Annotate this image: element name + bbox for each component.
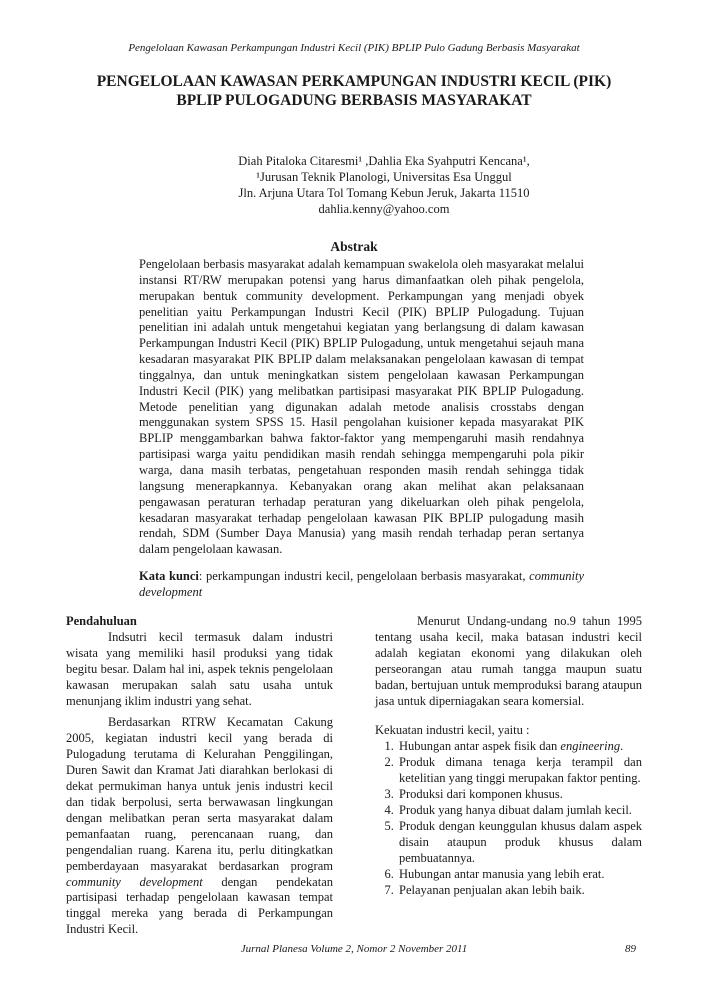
author-email: dahlia.kenny@yahoo.com [318,202,450,216]
author-address: Jln. Arjuna Utara Tol Tomang Kebun Jeruk, Jakarta 11510 [238,186,530,200]
title-line-2: BPLIP PULOGADUNG BERBASIS MASYARAKAT [176,92,532,109]
para2-italic: community development [66,874,203,889]
page-footer [60,943,648,955]
paper-title [60,72,648,110]
list-item: 3. Produksi dari komponen khusus. [397,787,642,803]
strengths-list [375,739,642,898]
list-item: 7. Pelayanan penjualan akan lebih baik. [397,883,642,899]
left-column [66,614,333,938]
section-heading: Pendahuluan [66,614,137,628]
abstract-text: Pengelolaan berbasis masyarakat adalah kemampuan swakelola oleh masyarakat melalui instansi RT/RW merupakan potensi yang harus dimanfaatkan oleh pihak pengelola, merupakan bentuk community development. Perkampungan yang menjadi obyek penelitian yaitu Perkampungan Industri Kecil (PIK) BPLIP Pulogadung. Tujuan penelitian ini adalah untuk mengetahui kegiatan yang berlangsung di dalam kawasan Perkampungan Industri Kecil (PIK) BPLIP Pulogadung, untuk mengetahui sejauh mana kesadaran masyarakat PIK BPLIP dalam melaksanakan pengelolaan kawasan di tempat tinggalnya, dan untuk meningkatkan sistem pengelolaan kawasan Perkampungan Industri Kecil (PIK) yang melibatkan partisipasi masyarakat PIK BPLIP Pulogadung. Metode penelitian yang digunakan adalah metode analisis crosstabs dengan menggunakan system SPSS 15. Hasil pengolahan kuisioner kepada masyarakat PIK BPLIP menggambarkan bahwa faktor-faktor yang mempengaruhi masih rendahnya partisipasi warga yaitu pendidikan masih rendah sehingga mempengaruhi pola pikir warga, dana masih terbatas, pengetahuan responden masih rendah sehingga tidak langsung menerapkannya. Kebanyakan orang akan melihat akan pelaksanaan pengawasan peraturan terhadap peraturan yang dikeluarkan oleh pihak pengelola, kesadaran masyarakat terhadap pengelolaan kawasan PIK BPLIP pulogadung masih rendah, SDM (Sumber Daya Manusia) yang masih rendah terhadap peran sertanya dalam pengelolaan kawasan. [139,257,584,557]
list-item: 2. Produk dimana tenaga kerja terampil dan ketelitian yang tinggi merupakan faktor penting. [397,755,642,787]
list-intro: Kekuatan industri kecil, yaitu : [375,723,530,738]
list-item: 1. Hubungan antar aspek fisik dan engineering. [397,739,642,755]
keywords-italic: community development [139,569,584,599]
abstract-heading: Abstrak [330,239,378,254]
list-item: 5. Produk dengan keunggulan khusus dalam aspek disain ataupun produk khusus dalam pembuatannya. [397,819,642,867]
intro-paragraph-2 [66,715,333,938]
right-column [375,614,642,898]
title-line-1: PENGELOLAAN KAWASAN PERKAMPUNGAN INDUSTRI KECIL (PIK) [96,73,612,90]
list-item: 4. Produk yang hanya dibuat dalam jumlah kecil. [397,803,642,819]
author-block [120,153,648,217]
author-names: Diah Pitaloka Citaresmi¹ ,Dahlia Eka Syahputri Kencana¹, [238,154,530,168]
keywords-text: : perkampungan industri kecil, pengelolaan berbasis masyarakat, [198,569,526,583]
page-number: 89 [625,943,636,955]
para2-text-b: dengan pendekatan partisipasi terhadap pengelolaan kawasan tempat tinggal mereka yang berada di Perkampungan Industri Kecil. [66,874,333,937]
abstract-body [139,257,584,558]
keywords [139,568,584,600]
law-paragraph: Menurut Undang-undang no.9 tahun 1995 tentang usaha kecil, maka batasan industri kecil adalah kegiatan ekonomi yang dilakukan oleh perseorangan atau rumah tangga maupun suatu badan, bertujuan untuk memproduksi barang ataupun jasa untuk diperniagakan seara komersial. [375,614,642,708]
running-header: Pengelolaan Kawasan Perkampungan Industri Kecil (PIK) BPLIP Pulo Gadung Berbasis Masyarakat [128,42,580,54]
journal-citation: Jurnal Planesa Volume 2, Nomor 2 November 2011 [240,943,468,955]
list-item: 6. Hubungan antar manusia yang lebih erat. [397,867,642,883]
keywords-label: Kata kunci [139,569,199,583]
author-affiliation: ¹Jurusan Teknik Planologi, Universitas Esa Unggul [256,170,512,184]
intro-paragraph-1: Indsutri kecil termasuk dalam industri wisata yang memiliki hasil produksi yang tidak begitu besar. Dalam hal ini, aspek teknis pengelolaan kawasan merupakan salah satu usaha untuk menunjang iklim industri yang sehat. [66,629,333,708]
para2-text-a: Berdasarkan RTRW Kecamatan Cakung 2005, kegiatan industri kecil yang berada di Pulogadung terutama di Kelurahan Penggilingan, Duren Sawit dan Kramat Jati diarahkan berlokasi di dekat permukiman hanya untuk jenis industri kecil dan tidak berpolusi, serta berwawasan lingkungan dengan melibatkan peran serta masyarakat dalam pemanfaatan ruang, perencanaan ruang, dan pengendalian ruang. Karena itu, perlu ditingkatkan pemberdayaan masyarakat berdasarkan program [66,715,333,873]
